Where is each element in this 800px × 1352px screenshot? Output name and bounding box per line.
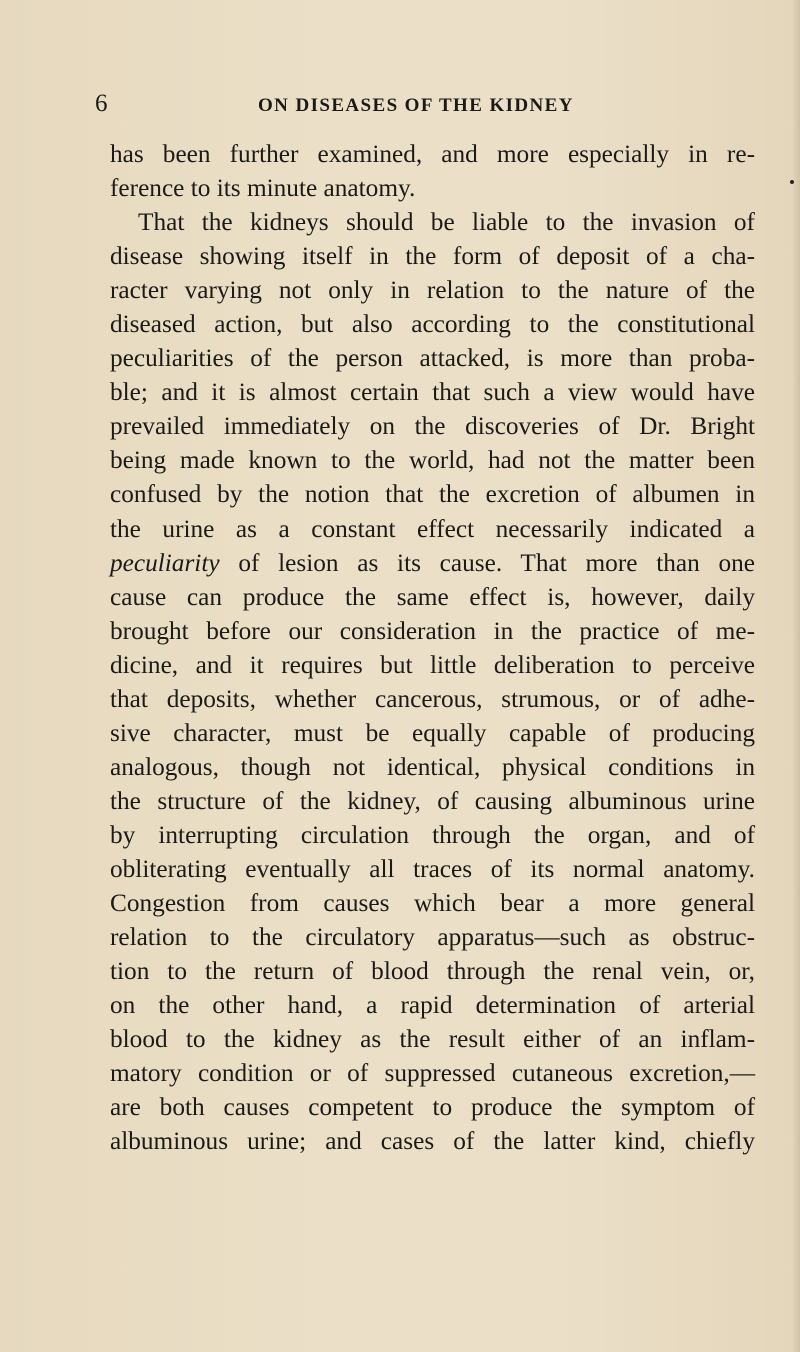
text-line bbox=[110, 546, 755, 580]
text-line: disease showing itself in the form of deposit of a cha- bbox=[110, 242, 755, 271]
text-line: ble; and it is almost certain that such a view would have bbox=[110, 378, 755, 407]
text-line: confused by the notion that the excretion of albumen in bbox=[110, 480, 755, 509]
page-number: 6 bbox=[95, 90, 108, 117]
running-head bbox=[95, 89, 735, 119]
text-line: analogous, though not identical, physical conditions in bbox=[110, 752, 755, 781]
text-line: that deposits, whether cancerous, strumous, or of adhe- bbox=[110, 684, 755, 713]
text-line: peculiarities of the person attacked, is more than proba- bbox=[110, 344, 755, 373]
italic-emphasis: peculiarity bbox=[110, 548, 220, 577]
body-text bbox=[110, 137, 755, 1158]
text-line-rest: of lesion as its cause. That more than one bbox=[238, 548, 755, 577]
text-line: racter varying not only in relation to the nature of the bbox=[110, 276, 755, 305]
text-line: ference to its minute anatomy. bbox=[110, 174, 416, 203]
text-line: on the other hand, a rapid determination of arterial bbox=[110, 991, 755, 1020]
text-line: dicine, and it requires but little deliberation to perceive bbox=[110, 650, 755, 679]
text-line: obliterating eventually all traces of its normal anatomy. bbox=[110, 854, 755, 883]
running-title: ON DISEASES OF THE KIDNEY bbox=[258, 95, 574, 116]
text-line: relation to the circulatory apparatus—such as obstruc- bbox=[110, 923, 755, 952]
text-line: has been further examined, and more especially in re- bbox=[110, 140, 755, 168]
text-line: tion to the return of blood through the renal vein, or, bbox=[110, 957, 755, 986]
text-line: matory condition or of suppressed cutaneous excretion,— bbox=[110, 1059, 755, 1088]
text-line: the structure of the kidney, of causing albuminous urine bbox=[110, 786, 755, 815]
text-line: the urine as a constant effect necessarily indicated a bbox=[110, 514, 755, 543]
text-line: are both causes competent to produce the symptom of bbox=[110, 1093, 755, 1122]
text-line: Congestion from causes which bear a more general bbox=[110, 889, 755, 918]
text-line: cause can produce the same effect is, however, daily bbox=[110, 582, 755, 611]
margin-mark bbox=[790, 180, 794, 184]
text-line: by interrupting circulation through the organ, and of bbox=[110, 820, 755, 849]
text-line: prevailed immediately on the discoveries of Dr. Bright bbox=[110, 412, 755, 441]
text-line: That the kidneys should be liable to the invasion of bbox=[138, 208, 755, 237]
text-line: brought before our consideration in the practice of me- bbox=[110, 616, 755, 645]
text-line: albuminous urine; and cases of the latter kind, chiefly bbox=[110, 1127, 755, 1156]
text-line: diseased action, but also according to the constitutional bbox=[110, 310, 755, 339]
text-line: sive character, must be equally capable of producing bbox=[110, 718, 755, 747]
text-line: blood to the kidney as the result either of an inflam- bbox=[110, 1025, 755, 1054]
page-edge-shadow bbox=[792, 0, 800, 1352]
text-line: being made known to the world, had not the matter been bbox=[110, 446, 755, 475]
